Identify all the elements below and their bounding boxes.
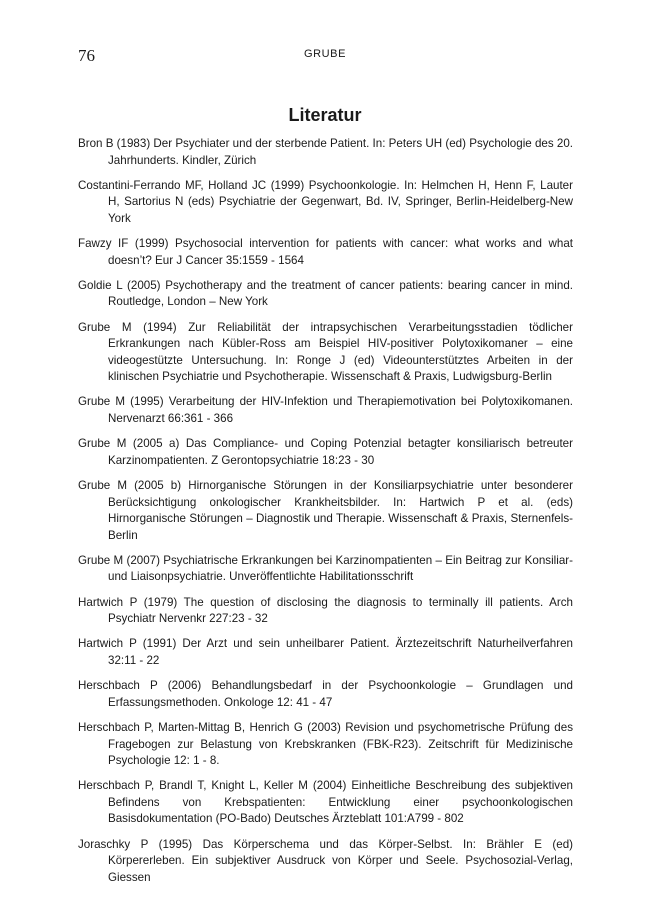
reference-entry: Costantini-Ferrando MF, Holland JC (1999) Psychoonkologie. In: Helmchen H, Henn F, Lauter H, Sartorius N (eds) Psychiatrie der Gegenwart, Bd. IV, Springer, Berlin-Heidelberg-New York	[78, 178, 573, 225]
reference-entry: Herschbach P (2006) Behandlungsbedarf in der Psychoonkologie – Grundlagen und Erfassungsmethoden. Onkologe 12: 41 - 47	[78, 679, 573, 709]
reference-entry: Fawzy IF (1999) Psychosocial intervention for patients with cancer: what works and what doesn’t? Eur J Cancer 35:1559 - 1564	[78, 237, 573, 267]
page-number: 76	[78, 46, 95, 65]
reference-entry: Herschbach P, Brandl T, Knight L, Keller M (2004) Einheitliche Beschreibung des subjektiven Befindens von Krebspatienten: Entwicklung einer psychoonkologischen Basisdokumentation (PO-Bado) Deutsches Ärzteblatt 101:A799 - 802	[78, 779, 573, 826]
reference-entry: Grube M (2007) Psychiatrische Erkrankungen bei Karzinompatienten – Ein Beitrag zur Konsiliar- und Liaisonpsychiatrie. Unveröffentlichte Habilitationsschrift	[78, 553, 573, 584]
reference-entry: Grube M (1994) Zur Reliabilität der intrapsychischen Verarbeitungsstadien tödlicher Erkrankungen nach Kübler-Ross am Beispiel HIV-positiver Polytoxikomaner – eine videogestützte Untersuchung. In: Ronge J (ed) Videounterstütztes Arbeiten in der klinischen Psychiatrie und Psychotherapie. Wissenschaft & Praxis, Ludwigsburg-Berlin	[78, 320, 573, 384]
reference-entry: Grube M (1995) Verarbeitung der HIV-Infektion und Therapiemotivation bei Polytoxikomanen. Nervenarzt 66:361 - 366	[78, 395, 573, 425]
reference-entry: Grube M (2005 a) Das Compliance- und Coping Potenzial betagter konsiliarisch betreuter Karzinompatienten. Z Gerontopsychiatrie 18:23 - 30	[78, 437, 573, 467]
reference-entry: Bron B (1983) Der Psychiater und der sterbende Patient. In: Peters UH (ed) Psychologie des 20. Jahrhunderts. Kindler, Zürich	[78, 137, 573, 167]
reference-entry: Goldie L (2005) Psychotherapy and the treatment of cancer patients: bearing cancer in mind. Routledge, London – New York	[78, 278, 573, 309]
reference-entry: Grube M (2005 b) Hirnorganische Störungen in der Konsiliarpsychiatrie unter besonderer Berücksichtigung onkologischer Krankheitsbilder. In: Hartwich P et al. (eds) Hirnorganische Störungen – Diagnostik und Therapie. Wissenschaft & Praxis, Sternenfels-Berlin	[78, 479, 573, 542]
section-title: Literatur	[288, 105, 362, 126]
reference-entry: Hartwich P (1991) Der Arzt und sein unheilbarer Patient. Ärztezeitschrift Naturheilverfahren 32:11 - 22	[78, 637, 573, 667]
reference-entry: Hartwich P (1979) The question of disclosing the diagnosis to terminally ill patients. Arch Psychiatr Nervenkr 227:23 - 32	[78, 595, 573, 626]
reference-list	[78, 136, 573, 895]
reference-entry: Joraschky P (1995) Das Körperschema und das Körper-Selbst. In: Brähler E (ed) Körpererleben. Ein subjektiver Ausdruck von Körper und Seele. Psychosozial-Verlag, Giessen	[78, 837, 573, 884]
reference-entry: Herschbach P, Marten-Mittag B, Henrich G (2003) Revision und psychometrische Prüfung des Fragebogen zur Belastung von Krebskranken (FBK-R23). Zeitschrift für Medizinische Psychologie 12: 1 - 8.	[78, 721, 573, 768]
running-head: GRUBE	[303, 48, 347, 60]
